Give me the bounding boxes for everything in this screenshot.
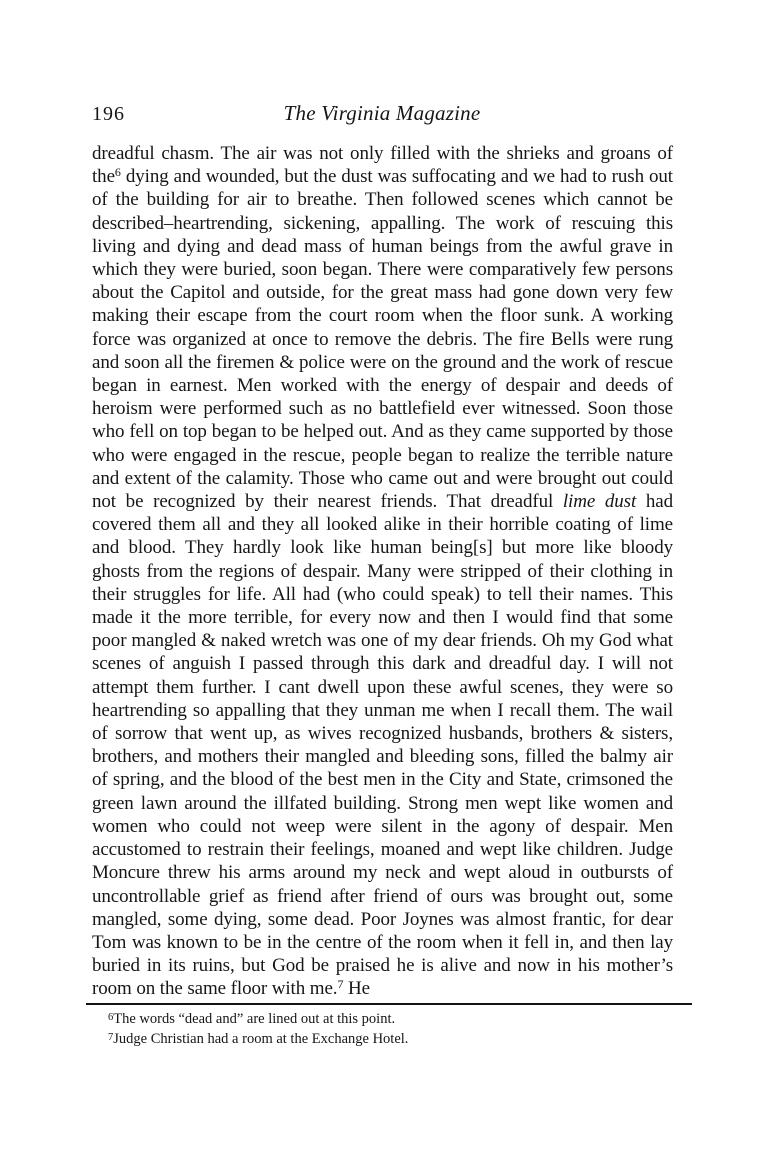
footnotes-block	[108, 1010, 668, 1049]
body-segment: dreadful chasm. The air was not only filled with the shrieks and groans of the	[92, 143, 673, 188]
footnote-6-text: The words “dead and” are lined out at this point.	[113, 1011, 396, 1027]
footnote-marker-6-inline: 6	[114, 165, 121, 180]
footnote-divider	[86, 1003, 692, 1005]
body-segment-italic: lime dust	[562, 491, 637, 513]
running-header-title: The Virginia Magazine	[283, 101, 481, 125]
footnote-7-text: Judge Christian had a room at the Exchange Hotel.	[113, 1030, 409, 1047]
body-segment: He	[343, 978, 370, 1000]
page-number: 196	[92, 103, 125, 125]
body-paragraph	[92, 142, 673, 1001]
footnote-7	[108, 1030, 668, 1050]
footnote-marker-7-inline: 7	[337, 977, 344, 992]
footnote-6-marker: 6	[108, 1012, 114, 1023]
footnote-6	[108, 1010, 668, 1030]
running-header	[92, 101, 672, 129]
footnote-7-marker: 7	[108, 1031, 114, 1043]
body-segment: had covered them all and they all looked alike in their horrible coating of lime and blood. They hardly look like human being[s] but more like bloody ghosts from the regions of despair. Many were stripped of their clothing in their struggles for life. All had (who could speak) to tell their names. This made it the more terrible, for every now and then I would find that some poor mangled & naked wretch was one of my dear friends. Oh my God what scenes of anguish I passed through this dark and dreadful day. I will not attempt them further. I cant dwell upon these awful scenes, they were so heartrending so appalling that they unman me when I recall them. The wail of sorrow that went up, as wives recognized husbands, brothers & sisters, brothers, and mothers their mangled and bleeding sons, filled the balmy air of spring, and the blood of the best men in the City and State, crimsoned the green lawn around the illfated building. Strong men wept like women and women who could not weep were silent in the agony of despair. Men accustomed to restrain their feelings, moaned and wept like children. Judge Moncure threw his arms around my neck and wept aloud in outbursts of uncontrollable grief as friend after friend of ours was brought out, some mangled, some dying, some dead. Poor Joynes was almost frantic, for dear Tom was known to be in the centre of the room when it fell in, and then lay buried in its ruins, but God be praised he is alive and now in his mother’s room on the same floor with me.	[92, 491, 673, 1000]
body-segment: dying and wounded, but the dust was suffocating and we had to rush out of the building for air to breathe. Then followed scenes which cannot be described–heartrending, sickening, appalling. The work of rescuing this living and dying and dead mass of human beings from the awful grave in which they were buried, soon began. There were comparatively few persons about the Capitol and outside, for the great mass had gone down very few making their escape from the court room when the floor sunk. A working force was organized at once to remove the debris. The fire Bells were rung and soon all the firemen & police were on the ground and the work of rescue began in earnest. Men worked with the energy of despair and deeds of heroism were performed such as no battlefield ever witnessed. Soon those who fell on top began to be helped out. And as they came supported by those who were engaged in the rescue, people began to realize the terrible nature and extent of the calamity. Those who came out and were brought out could not be recognized by their nearest friends. That dreadful	[92, 166, 673, 513]
